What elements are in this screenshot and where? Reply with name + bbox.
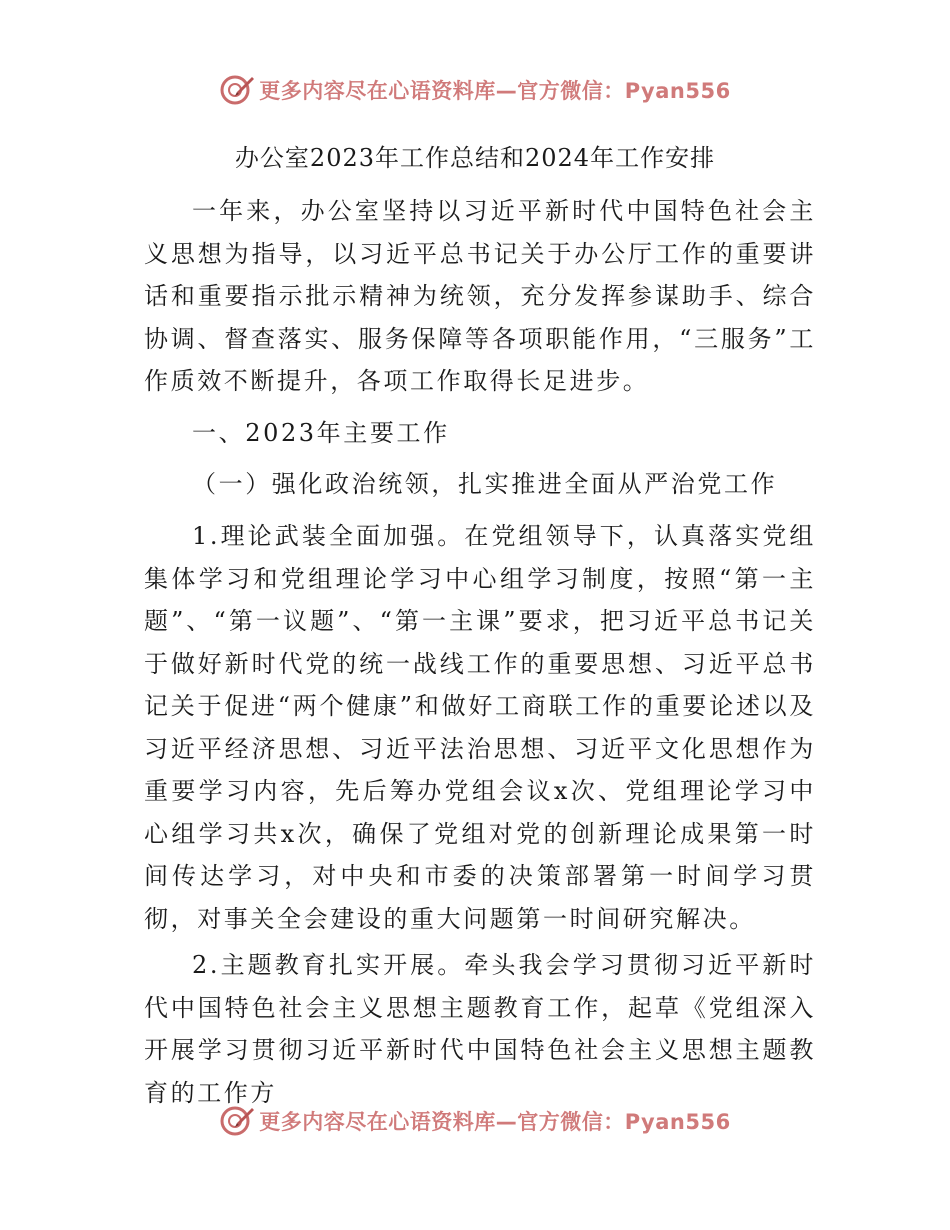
document-title: 办公室2023年工作总结和2024年工作安排 [234,144,716,172]
subsection-heading: （一）强化政治统领，扎实推进全面从严治党工作 [192,470,778,498]
item-paragraph-1: 1.理论武装全面加强。在党组领导下，认真落实党组集体学习和党组理论学习中心组学习制度，按照“第一主题”、“第一议题”、“第一主课”要求，把习近平总书记关于做好新时代党的统一战线工作的重要思想、习近平总书记关于促进“两个健康”和做好工商联工作的重要论述以及习近平经济思想、习近平法治思想、习近平文化思想作为重要学习内容，先后筹办党组会议x次、党组理论学习中心组学习共x次，确保了党组对党的创新理论成果第一时间传达学习，对中央和市委的决策部署第一时间学习贯彻，对事关全会建设的重大问题第一时间研究解决。 [144,522,816,933]
pen-seal-logo-icon [219,1103,255,1139]
pen-seal-logo-icon [219,72,255,108]
intro-paragraph: 一年来，办公室坚持以习近平新时代中国特色社会主义思想为指导，以习近平总书记关于办公厅工作的重要讲话和重要指示批示精神为统领，充分发挥参谋助手、综合协调、督查落实、服务保障等各项职能作用，“三服务”工作质效不断提升，各项工作取得长足进步。 [144,197,816,395]
item-paragraph-2: 2.主题教育扎实开展。牵头我会学习贯彻习近平新时代中国特色社会主义思想主题教育工作，起草《党组深入开展学习贯彻习近平新时代中国特色社会主义思想主题教育的工作方 [144,951,816,1107]
watermark-text: 更多内容尽在心语资料库—官方微信：Pyan556 [259,79,731,103]
watermark-banner-top [0,70,950,110]
watermark-banner-bottom [0,1101,950,1141]
section-heading: 一、2023年主要工作 [192,419,450,447]
watermark-text: 更多内容尽在心语资料库—官方微信：Pyan556 [259,1110,731,1134]
